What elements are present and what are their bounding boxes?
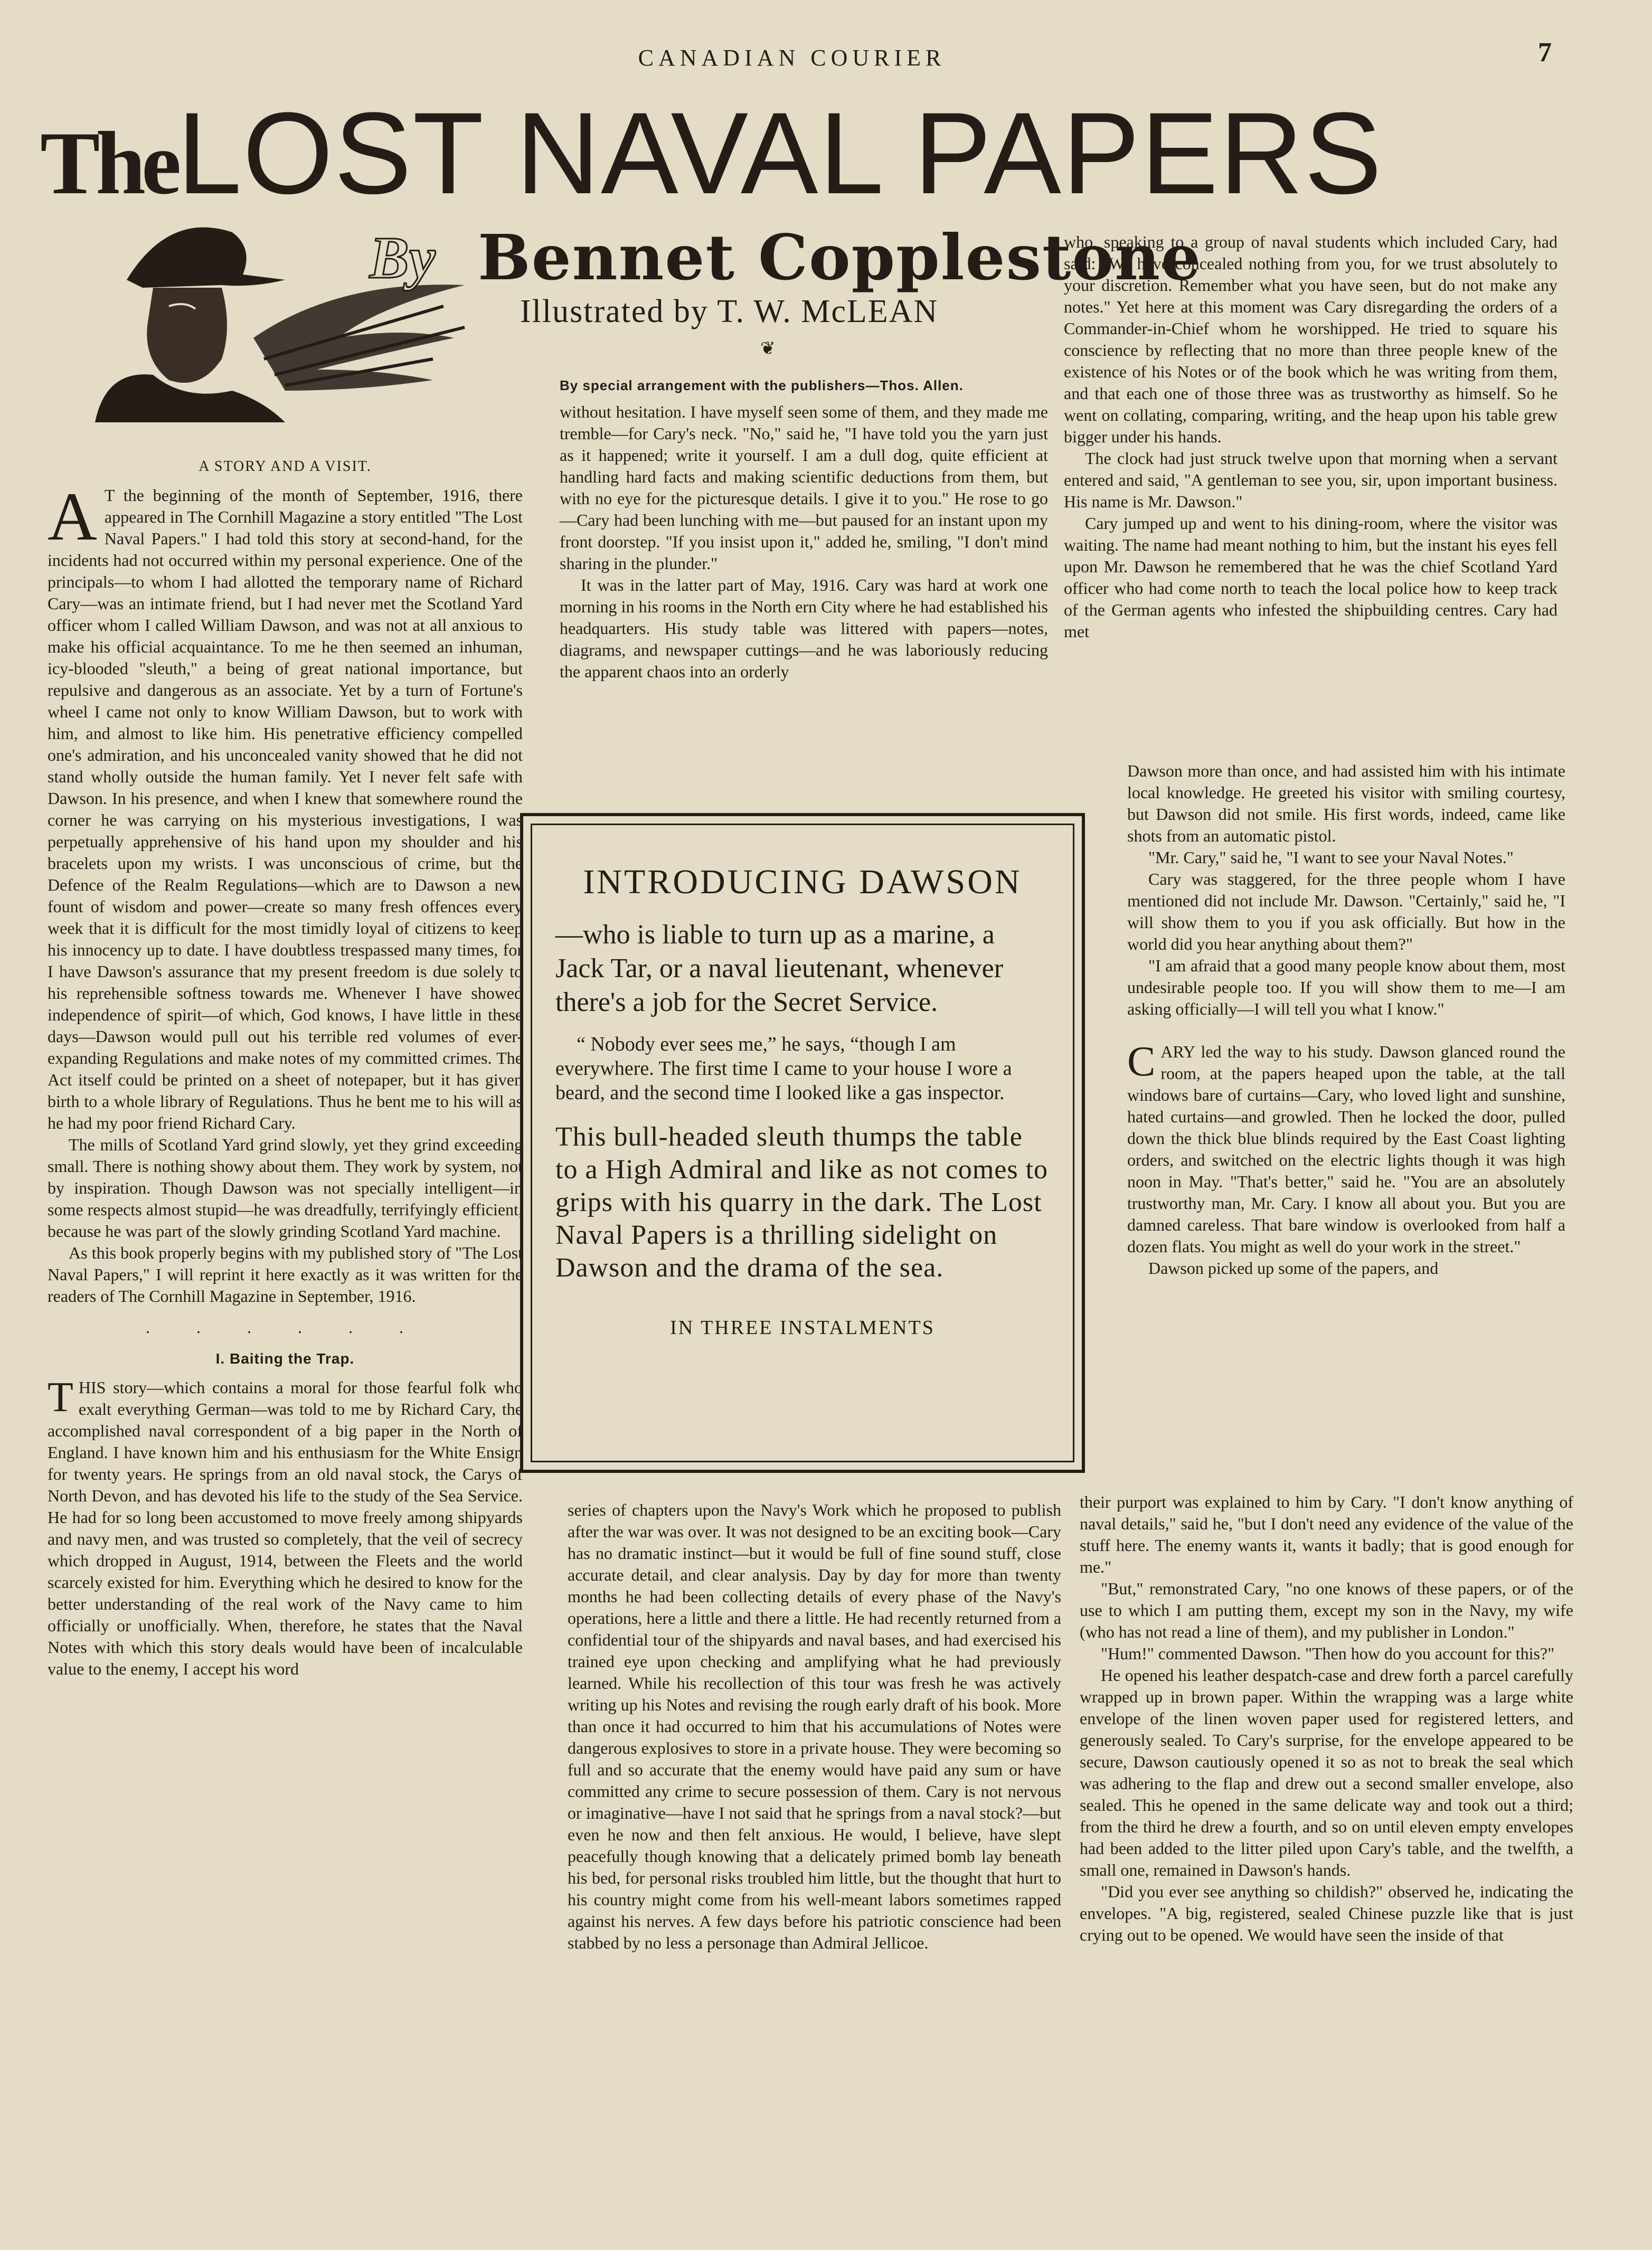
paragraph: Cary jumped up and went to his dining-room, where the visitor was waiting. The name had meant nothing to him, but the instant his eyes fell upon Mr. Dawson he remembered that he was the chief Scotland Yard officer who had come north to teach the local police how to keep track of the German agents who infested the shipbuilding centres. Cary had met [1064,514,1557,641]
paragraph: It was in the latter part of May, 1916. Cary was hard at work one morning in his rooms in the North ern City where he had established his headquarters. His study table was littered with papers—notes, diagrams, and newspaper cuttings—and he was laboriously reducing the apparent chaos into an orderly [560,575,1048,681]
running-head: CANADIAN COURIER [638,45,946,71]
illustrator-credit: Illustrated by T. W. McLEAN [520,294,939,329]
section-break: . . . . . . [146,1318,424,1337]
paragraph: "But," remonstrated Cary, "no one knows of these papers, or of the use to which I am putting them, except my son in the Navy, my wife (who has not read a line of them), and my publisher in London." [1080,1579,1573,1641]
paragraph: A T the beginning of the month of September, 1916, there appeared in The Cornhill Magazine a story entitled "The Lost Naval Papers." I had told this story at second-hand, for the incidents had not occurred within my personal experience. One of the principals—to whom I had allotted the temporary name of Richard Cary—was an intimate friend, but I had never met the Scotland Yard officer whom I called William Dawson, and was not at all anxious to make his official acquaintance. To me he then seemed an inhuman, icy-blooded "sleuth," a being of great national importance, but repulsive and dangerous as an associate. Yet by a turn of Fortune's wheel I came not only to know William Dawson, but to work with him, and almost to like him. His penetrative efficiency compelled one's admiration, and his unconcealed vanity showed that he did not stand wholly outside the human family. Yet I never felt safe with Dawson. In his presence, and when I knew that somewhere round the corner he was carrying on his mysterious investigations, I was perpetually apprehensive of his hand upon my shoulder and his bracelets upon my wrists. I was unconscious of crime, but the Defence of the Realm Regulations—which are to Dawson a new fount of wisdom and power—create so many fresh offences every week that it is difficult for the most timidly loyal of citizens to keep his innocency up to date. I have doubtless trespassed many times, for I have Dawson's assurance that my present freedom is due solely to his reprehensible softness towards me. Whenever I have showed independence of spirit—of which, God knows, I have little in these days—Dawson would pull out his terrible red volumes of ever-expanding Regulations and make notes of my committed crimes. The Act itself could be printed on a sheet of notepaper, but it has given birth to a whole library of Regulations. Thus he bent me to his will as he had my poor friend Richard Cary. [48,479,523,1132]
paragraph: "I am afraid that a good many people know about them, most undesirable people too. If you will show them to me—I am asking officially—I will tell you what I know." [1127,956,1565,1018]
column-1 [48,451,523,1680]
byline-author: Bennet Copplestone [478,221,1202,294]
paragraph: "Mr. Cary," said he, "I want to see your Naval Notes." [1148,848,1514,867]
paragraph: without hesitation. I have myself seen some of them, and they made me tremble—for Cary's neck. "No," said he, "I have told you the yarn just as it happened; write it yourself. I am a dull dog, quite efficient at handling hard facts and making scientific deductions from them, but with no eye for the picturesque details. I give it to you." He rose to go—Cary had been lunching with me—but paused for an instant upon my front doorstep. "If you insist upon it," added he, smiling, "I don't mind sharing in the plunder." [560,402,1048,573]
introducing-dawson-box [520,813,1085,1473]
column-3-top [1064,231,1557,642]
drop-cap: A [48,479,97,555]
paragraph: "Hum!" commented Dawson. "Then how do you account for this?" [1101,1644,1555,1663]
paragraph: Dawson more than once, and had assisted him with his intimate local knowledge. He greeted his visitor with smiling courtesy, but Dawson did not smile. His first words, indeed, came like shots from an automatic pistol. [1127,761,1565,845]
chapter-heading: I. Baiting the Trap. [215,1350,355,1367]
paragraph: The mills of Scotland Yard grind slowly, yet they grind exceeding small. There is nothing showy about them. They work by system, not by inspiration. Though Dawson was not specially intelligent—in some respects almost stupid—he was dreadfully, terrifyingly efficient, because he was part of the slowly grinding Scotland Yard machine. [48,1135,523,1241]
paragraph: As this book properly begins with my published story of "The Lost Naval Papers," I will reprint it here exactly as it was written for the readers of The Cornhill Magazine in September, 1916. [48,1243,523,1306]
column-2-top [560,401,1048,683]
paragraph: "Did you ever see anything so childish?" observed he, indicating the envelopes. "A big, registered, sealed Chinese puzzle like that is just crying out to be opened. We would have seen the inside of that [1080,1882,1573,1944]
column-2-bottom [568,1499,1061,1954]
byline-label: By [370,225,436,291]
box-title: INTRODUCING DAWSON [583,863,1022,901]
drop-cap: T [48,1374,73,1421]
paragraph: Cary was staggered, for the three people whom I have mentioned did not include Mr. Dawson. "Certainly," said he, "I will show them to you if you ask officially. But how in the world did you hear anything about them?" [1127,869,1565,953]
box-footer: IN THREE INSTALMENTS [670,1317,935,1339]
ornament-glyph: ❦ [760,339,776,358]
page-number: 7 [1538,37,1552,68]
paragraph: The clock had just struck twelve upon that morning when a servant entered and said, "A gentleman to see you, sir, upon important business. His name is Mr. Dawson." [1064,449,1557,511]
box-lead: —who is liable to turn up as a marine, a Jack Tar, or a naval lieutenant, whenever there's a job for the Secret Service. [555,920,1004,1017]
paragraph: Dawson picked up some of the papers, and [1148,1259,1439,1278]
paragraph: series of chapters upon the Navy's Work which he proposed to publish after the war was over. It was not designed to be an exciting book—Cary has no dramatic instinct—but it would be full of fine sound stuff, close accurate detail, and clear analysis. Day by day for more than twenty months he had been collecting details of every phase of the Navy's operations, here a little and there a little. He had recently returned from a confidential tour of the shipyards and naval bases, and had exercised his trained eye upon checking and amplifying what he had previously learned. While his recollection of this tour was fresh he was actively writing up his Notes and revising the rough early draft of his book. More than once it had occurred to him that his accumulations of Notes were dangerous explosives to store in a private house. They were becoming so full and so accurate that the enemy would have paid any sum or have committed any crime to secure possession of them. Cary is not nervous or imaginative—have I not said that he springs from a naval stock?—but even he now and then felt anxious. He would, I believe, have slept peacefully though knowing that a delicately primed bomb lay beneath his bed, for personal risks troubled him little, but the thought that hurt to his country might come from his well-meant labors sometimes rapped against his nerves. A few days before his patriotic conscience had been stabbed by no less a personage than Admiral Jellicoe. [568,1500,1061,1952]
box-body: This bull-headed sleuth thumps the table to a High Admiral and like as not comes to grips with his quarry in the dark. The Lost Naval Papers is a thrilling sidelight on Dawson and the drama of the sea. [555,1122,1049,1283]
column-3-narrow [1127,760,1565,1279]
section-heading: A STORY AND A VISIT. [199,458,372,475]
box-quote: “ Nobody ever sees me,” he says, “though I am everywhere. The first time I came to your house I wore a beard, and the second time I looked like a gas inspector. [555,1033,1012,1104]
title-prefix: The [40,114,177,213]
paragraph: THIS story—which contains a moral for those fearful folk who exalt everything German—was told to me by Richard Cary, the accomplished naval correspondent of a big paper in the North of England. I have known him and his enthusiasm for the White Ensign for twenty years. He springs from an old naval stock, the Carys of North Devon, and has devoted his life to the study of the Sea Service. He had for so long been accustomed to move freely among shipyards and navy men, and was trusted so completely, that the veil of secrecy which dropped in August, 1914, between the Fleets and the world scarcely existed for him. Everything which he desired to know for the better understanding of the real work of the Navy came to him officially or unofficially. When, therefore, he states that the Naval Notes with which this story deals would have been of incalculable value to the enemy, I accept his word [48,1374,523,1678]
paragraph: their purport was explained to him by Cary. "I don't know anything of naval details," said he, "but I don't need any evidence of the value of the stuff here. The enemy wants it, wants it badly; that is good enough for me." [1080,1492,1573,1576]
paragraph: CARY led the way to his study. Dawson glanced round the room, at the papers heaped upon the table, at the tall windows bare of curtains—Cary, who loved light and sunshine, hated curtains—and growled. Then he locked the door, pulled down the thick blue blinds required by the East Coast lighting orders, and switched on the electric lights though it was high noon in May. "That's better," said he. "You are an absolutely trustworthy man, Mr. Cary. I know all about you. But you are damned careless. That bare window is overlooked from half a dozen flats. You might as well do your work in the street." [1127,1038,1565,1256]
title-main: LOST NAVAL PAPERS [177,88,1383,218]
paragraph: He opened his leather despatch-case and drew forth a parcel carefully wrapped up in brown paper. Within the wrapping was a large white envelope of the linen woven paper used for registered letters, and generously sealed. To Cary's surprise, for the envelope appeared to be secure, Dawson cautiously opened it so as not to break the seal which was adhering to the flap and drew out a second smaller envelope, also sealed. This he opened in the same delicate way and took out a third; from the third he drew a fourth, and so on until eleven empty envelopes had been added to the litter piled upon Cary's table, and the twelfth, a small one, remained in Dawson's hands. [1080,1666,1573,1879]
drop-cap: C [1127,1038,1156,1085]
column-3-bottom [1080,1491,1573,1946]
paragraph: who, speaking to a group of naval students which included Cary, had said: "We have concealed nothing from you, for we trust absolutely to your discretion. Remember what you have seen, but do not make any notes." Yet here at this moment was Cary disregarding the orders of a Commander-in-Chief whom he worshipped. He tried to square his conscience by reflecting that no more than three people knew of the existence of his Notes or of the book which he was writing from them, and that each one of those three was as trustworthy as himself. So he went on collating, comparing, writing, and the heap upon his table grew bigger under his hands. [1064,232,1557,446]
arrangement-note: By special arrangement with the publishers—Thos. Allen. [560,377,964,393]
